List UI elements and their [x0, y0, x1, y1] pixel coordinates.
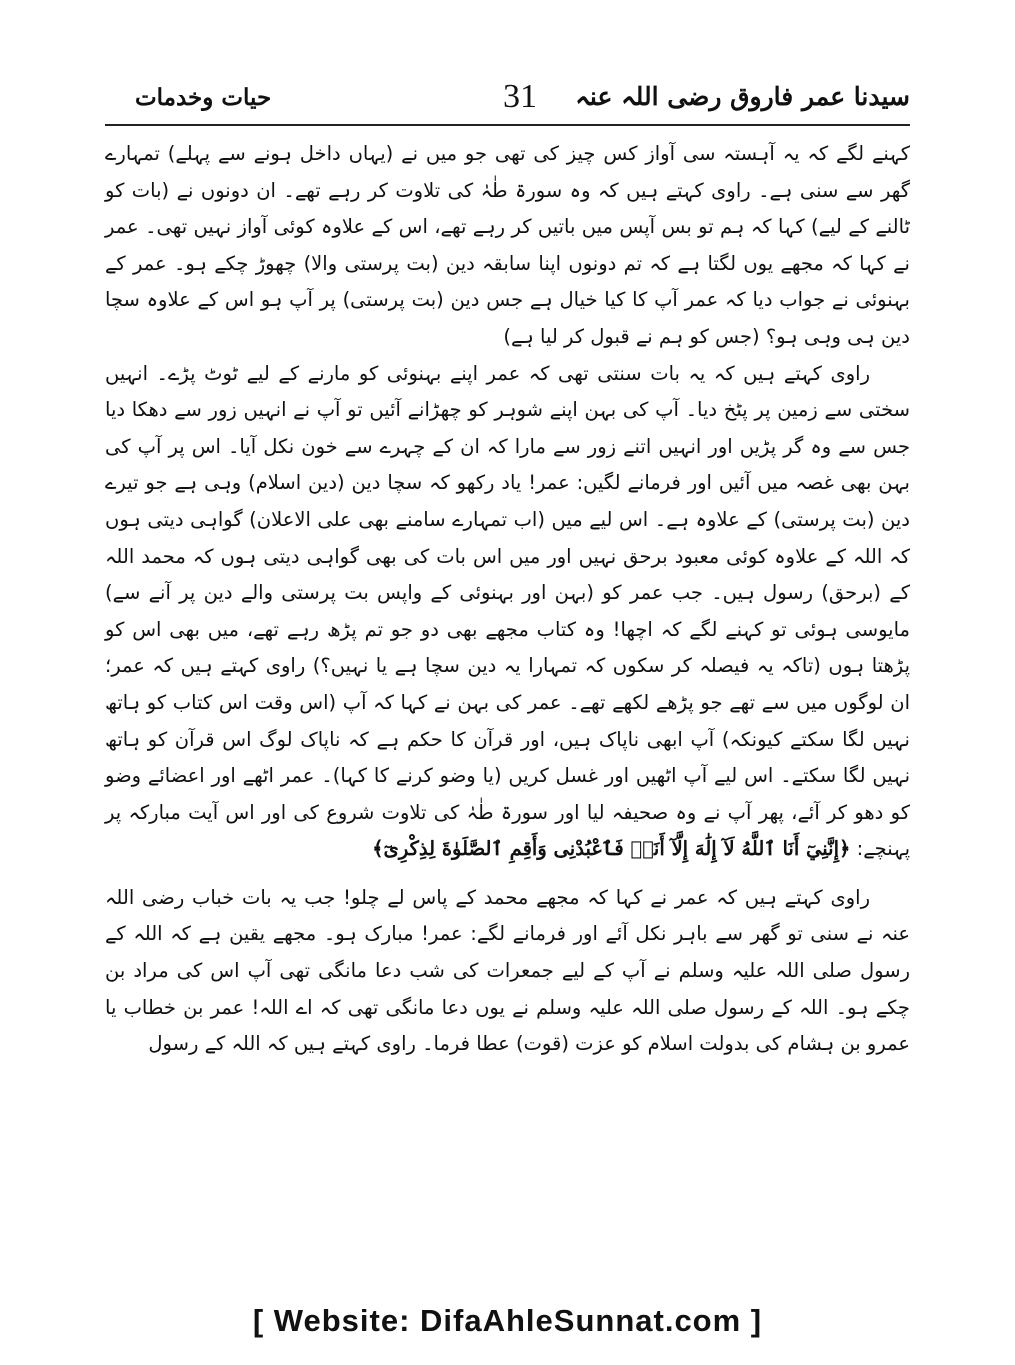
paragraph-2-text: راوی کہتے ہیں کہ یہ بات سنتی تھی کہ عمر اپنے بہنوئی کو مارنے کے لیے ٹوٹ پڑے۔ انہیں سختی سے زمین پر پٹخ دیا۔ آپ کی بہن اپنے شوہر کو چھڑانے آئیں تو آپ نے انہیں زور سے دھکا دیا جس سے وہ گر پڑیں اور انہیں اتنے زور سے مارا کہ ان کے چہرے سے خون نکل آیا۔ اس پر آپ کی بہن بھی غصہ میں آئیں اور فرمانے لگیں: عمر! یاد رکھو کہ سچا دین (دین اسلام) وہی ہے جو تیرے دین (بت پرستی) کے علاوہ ہے۔ اس لیے میں (اب تمہارے سامنے بھی علی الاعلان) گواہی دیتی ہوں کہ اللہ کے علاوہ کوئی معبود برحق نہیں اور میں اس بات کی بھی گواہی دیتی ہوں کہ محمد اللہ کے (برحق) رسول ہیں۔ جب عمر کو (بہن اور بہنوئی کے واپس بت پرستی والے دین پر آنے سے) مایوسی ہوئی تو کہنے لگے کہ اچھا! وہ کتاب مجھے بھی دو جو تم پڑھ رہے تھے، میں بھی اس کو پڑھتا ہوں (تاکہ یہ فیصلہ کر سکوں کہ تمہارا یہ دین سچا ہے یا نہیں؟) راوی کہتے ہیں کہ عمر؛ ان لوگوں میں سے تھے جو پڑھے لکھے تھے۔ عمر کی بہن نے کہا کہ آپ (اس وقت اس کتاب کو ہاتھ نہیں لگا سکتے کیونکہ) آپ ابھی ناپاک ہیں، اور قرآن کا حکم ہے کہ ناپاک لوگ اس قرآن کو ہاتھ نہیں لگا سکتے۔ اس لیے آپ اٹھیں اور غسل کریں (یا وضو کرنے کا کہا)۔ عمر اٹھے اور اعضائے وضو کو دھو کر آئے، پھر آپ نے وہ صحیفہ لیا اور سورۃ طٰہٰ کی تلاوت شروع کی اور اس آیت مبارکہ پر پہنچے: — [105, 361, 910, 861]
paragraph-3: راوی کہتے ہیں کہ عمر نے کہا کہ مجھے محمد کے پاس لے چلو! جب یہ بات خباب رضی اللہ عنہ نے سنی تو گھر سے باہر نکل آئے اور فرمانے لگے: عمر! مبارک ہو۔ مجھے یقین ہے کہ اللہ کے رسول صلی اللہ علیہ وسلم نے آپ کے لیے جمعرات کی شب دعا مانگی تھی آپ اس کی مراد بن چکے ہو۔ اللہ کے رسول صلی اللہ علیہ وسلم نے یوں دعا مانگی تھی کہ اے اللہ! عمر بن خطاب یا عمرو بن ہشام کی بدولت اسلام کو عزت (قوت) عطا فرما۔ راوی کہتے ہیں کہ اللہ کے رسول — [105, 885, 910, 1056]
page-number: 31 — [503, 78, 537, 115]
paragraph-1: کہنے لگے کہ یہ آہستہ سی آواز کس چیز کی تھی جو میں نے (یہاں داخل ہونے سے پہلے) تمہارے گھر سے سنی ہے۔ راوی کہتے ہیں کہ وہ سورۃ طٰہٰ کی تلاوت کر رہے تھے۔ ان دونوں نے (بات کو ٹالنے کے لیے) کہا کہ ہم تو بس آپس میں باتیں کر رہے تھے، اس کے علاوہ کوئی آواز نہیں تھی۔ عمر نے کہا کہ مجھے یوں لگتا ہے کہ تم دونوں اپنا سابقہ دین (بت پرستی والا) چھوڑ چکے ہو۔ عمر کے بہنوئی نے جواب دیا کہ عمر آپ کا کیا خیال ہے جس دین (بت پرستی) پر آپ ہو اس کے علاوہ سچا دین ہی وہی ہو؟ (جس کو ہم نے قبول کر لیا ہے) — [105, 142, 910, 348]
website-footer: [ Website: DifaAhleSunnat.com ] — [252, 1303, 763, 1338]
chapter-title: حیات وخدمات — [135, 84, 272, 111]
book-subject-title: سیدنا عمر فاروق رضی اللہ عنہ — [575, 82, 910, 111]
body-text — [105, 136, 910, 1063]
paragraph-2 — [105, 356, 910, 868]
header-divider — [105, 124, 910, 126]
page-header — [105, 78, 910, 122]
quran-verse: ﴿إِنَّنِيٓ أَنَا ٱللَّهُ لَآ إِلَٰهَ إِلَّآ أَنَا۠ فَٱعْبُدْنِى وَأَقِمِ ٱلصَّلَوٰةَ لِذِكْرِىٓ﴾ — [372, 837, 851, 861]
